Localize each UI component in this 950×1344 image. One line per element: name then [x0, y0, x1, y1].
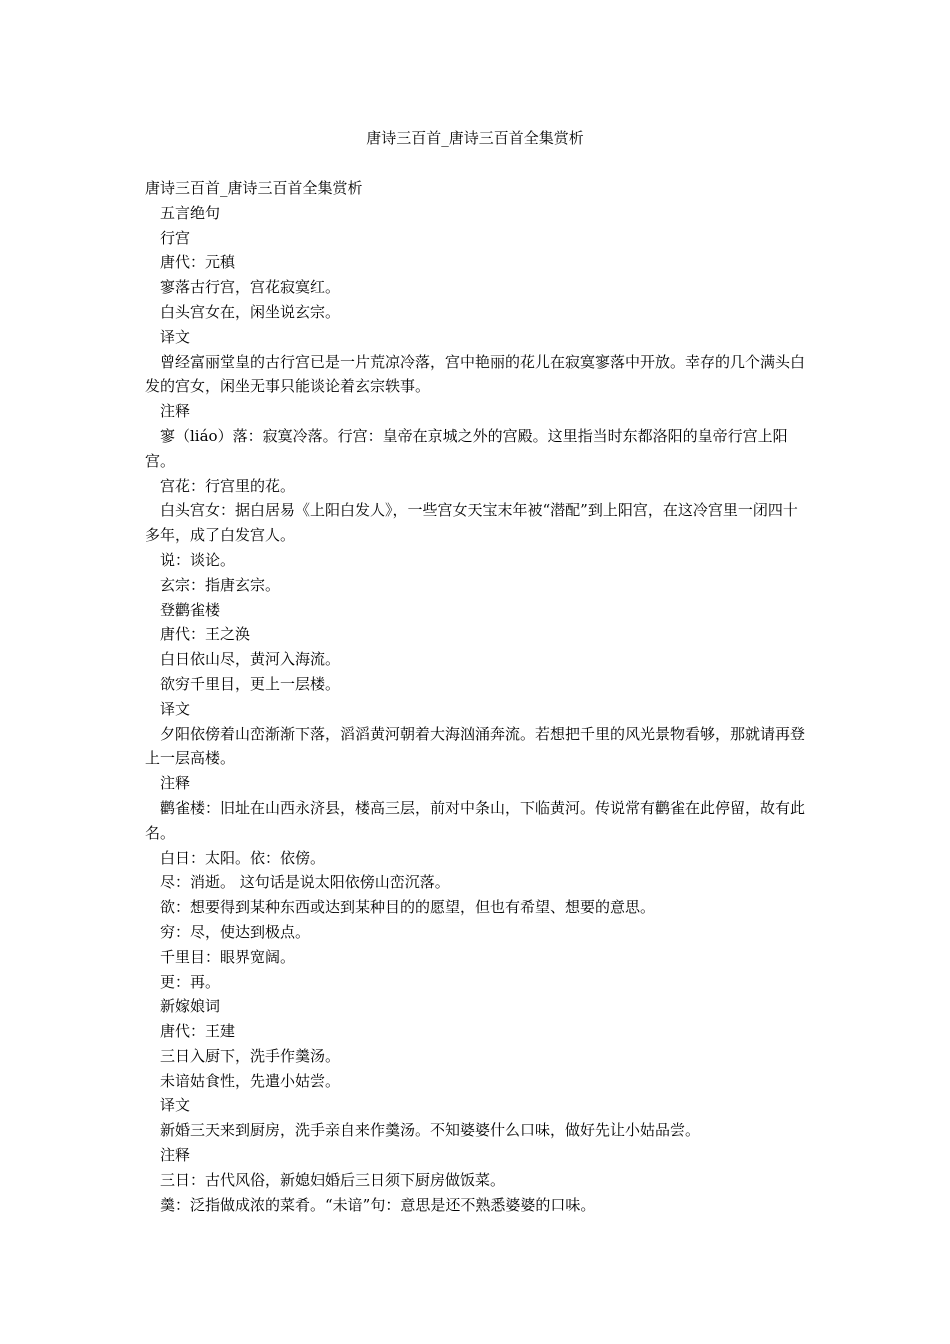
translation-text: 曾经富丽堂皇的古行宫已是一片荒凉冷落，宫中艳丽的花儿在寂寞寥落中开放。幸存的几个满头白发的宫女，闲坐无事只能谈论着玄宗轶事。 [145, 352, 806, 396]
note-item: 鹳雀楼：旧址在山西永济县，楼高三层，前对中条山，下临黄河。传说常有鹳雀在此停留，故有此名。 [145, 798, 806, 842]
translation-label: 译文 [160, 1096, 191, 1115]
note-item: 羹：泛指做成浓的菜肴。“未谙”句：意思是还不熟悉婆婆的口味。 [160, 1195, 596, 1214]
poem-line: 白日依山尽，黄河入海流。 [160, 650, 341, 669]
poem-title-xinggong: 行宫 [160, 228, 191, 247]
note-item: 寥（liáo）落：寂寞冷落。行宫：皇帝在京城之外的宫殿。这里指当时东都洛阳的皇帝行宫上阳宫。 [145, 426, 788, 470]
translation-text: 新婚三天来到厨房，洗手亲自来作羹汤。不知婆婆什么口味，做好先让小姑品尝。 [160, 1121, 701, 1140]
note-item: 欲：想要得到某种东西或达到某种目的的愿望，但也有希望、想要的意思。 [160, 898, 656, 917]
poem-title-xinjianiangci: 新嫁娘词 [160, 997, 221, 1016]
poem-line: 寥落古行宫，宫花寂寞红。 [160, 278, 341, 297]
document-heading: 唐诗三百首_唐诗三百首全集赏析 [145, 179, 363, 197]
notes-label: 注释 [160, 402, 191, 421]
poem-line: 欲穷千里目，更上一层楼。 [160, 674, 341, 693]
document-body [145, 176, 809, 1217]
poem-author: 唐代：元稹 [160, 253, 236, 272]
poem-title-dengguanquelou: 登鹳雀楼 [160, 600, 221, 619]
note-item: 玄宗：指唐玄宗。 [160, 575, 281, 594]
note-item: 说：谈论。 [160, 550, 236, 569]
notes-label: 注释 [160, 1146, 191, 1165]
poem-author: 唐代：王之涣 [160, 625, 251, 644]
translation-label: 译文 [160, 699, 191, 718]
poem-line: 未谙姑食性，先遣小姑尝。 [160, 1071, 341, 1090]
poem-line: 白头宫女在，闲坐说玄宗。 [160, 302, 341, 321]
poem-line: 三日入厨下，洗手作羹汤。 [160, 1046, 341, 1065]
translation-text: 夕阳依傍着山峦渐渐下落，滔滔黄河朝着大海汹涌奔流。若想把千里的风光景物看够，那就请再登上一层高楼。 [145, 724, 806, 768]
note-item: 白日：太阳。依：依傍。 [160, 848, 326, 867]
note-item: 尽：消逝。 这句话是说太阳依傍山峦沉落。 [160, 873, 450, 892]
note-item: 穷：尽，使达到极点。 [160, 922, 311, 941]
poem-author: 唐代：王建 [160, 1022, 236, 1041]
note-item: 三日：古代风俗，新媳妇婚后三日须下厨房做饭菜。 [160, 1170, 506, 1189]
page-title: 唐诗三百首_唐诗三百首全集赏析 [366, 129, 584, 147]
note-item: 宫花：行宫里的花。 [160, 476, 296, 495]
translation-label: 译文 [160, 327, 191, 346]
note-item: 更：再。 [160, 972, 221, 991]
note-item: 千里目：眼界宽阔。 [160, 947, 296, 966]
section-heading-wuyan-jueju: 五言绝句 [160, 203, 221, 222]
note-item: 白头宫女：据白居易《上阳白发人》，一些宫女天宝末年被“潜配”到上阳宫，在这冷宫里一闭四十多年，成了白发宫人。 [145, 501, 798, 545]
notes-label: 注释 [160, 774, 191, 793]
